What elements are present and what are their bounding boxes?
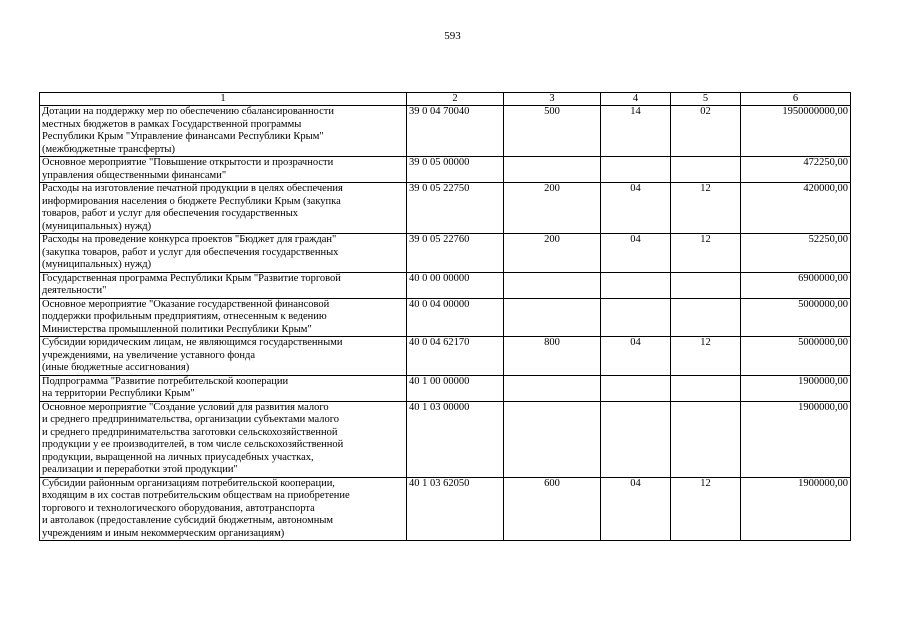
row-name-cell: Основное мероприятие "Создание условий для развития малого и среднего предпринимательства, организации субъектами малого и среднего предпринимательства заготовки сельскохозяйственной продукции у ее производителей, в том числе сельскохозяйственной продукции, выращенной на личных приусадебных участках, реализации и переработки этой продукции" — [40, 401, 407, 477]
row-name-cell: Расходы на проведение конкурса проектов "Бюджет для граждан" (закупка товаров, работ и услуг для обеспечения государственных (муниципальных) нужд) — [40, 234, 407, 273]
header-col-2: 2 — [407, 93, 504, 106]
row-subsection-cell — [671, 272, 741, 298]
row-code-cell: 40 1 03 00000 — [407, 401, 504, 477]
row-type-cell — [504, 401, 601, 477]
row-name-cell: Основное мероприятие "Повышение открытости и прозрачности управления общественными финансами" — [40, 157, 407, 183]
row-code-cell: 39 0 04 70040 — [407, 106, 504, 157]
row-code-cell: 40 1 00 00000 — [407, 375, 504, 401]
row-code-cell: 39 0 05 00000 — [407, 157, 504, 183]
table-row — [40, 337, 851, 376]
row-type-cell: 600 — [504, 477, 601, 541]
row-sum-cell: 1950000000,00 — [741, 106, 851, 157]
row-sum-cell: 6900000,00 — [741, 272, 851, 298]
row-name-cell: Государственная программа Республики Крым "Развитие торговой деятельности" — [40, 272, 407, 298]
row-subsection-cell — [671, 401, 741, 477]
row-code-cell: 40 0 04 00000 — [407, 298, 504, 337]
row-code-cell: 39 0 05 22750 — [407, 183, 504, 234]
table-row — [40, 477, 851, 541]
table-row — [40, 401, 851, 477]
row-subsection-cell: 12 — [671, 337, 741, 376]
row-name-cell: Субсидии юридическим лицам, не являющимся государственными учреждениями, на увеличение уставного фонда (иные бюджетные ассигнования) — [40, 337, 407, 376]
row-type-cell — [504, 298, 601, 337]
row-code-cell: 39 0 05 22760 — [407, 234, 504, 273]
table-row — [40, 272, 851, 298]
row-type-cell: 500 — [504, 106, 601, 157]
row-code-cell: 40 1 03 62050 — [407, 477, 504, 541]
row-subsection-cell: 12 — [671, 234, 741, 273]
row-subsection-cell: 02 — [671, 106, 741, 157]
row-sum-cell: 5000000,00 — [741, 298, 851, 337]
row-name-cell: Субсидии районным организациям потребительской кооперации, входящим в их состав потребительским обществам на приобретение торгового и технологического оборудования, автотранспорта и автолавок (предоставление субсидий бюджетным, автономным учреждениям и иным некоммерческим организациям) — [40, 477, 407, 541]
row-name-cell: Расходы на изготовление печатной продукции в целях обеспечения информирования населения о бюджете Республики Крым (закупка товаров, работ и услуг для обеспечения государственных (муниципальных) нужд) — [40, 183, 407, 234]
table-row — [40, 106, 851, 157]
row-name-cell: Подпрограмма "Развитие потребительской кооперации на территории Республики Крым" — [40, 375, 407, 401]
table-row — [40, 298, 851, 337]
row-code-cell: 40 0 00 00000 — [407, 272, 504, 298]
row-type-cell: 800 — [504, 337, 601, 376]
row-subsection-cell — [671, 298, 741, 337]
header-row — [40, 93, 851, 106]
row-sum-cell: 1900000,00 — [741, 477, 851, 541]
header-col-3: 3 — [504, 93, 601, 106]
row-section-cell: 14 — [601, 106, 671, 157]
row-type-cell: 200 — [504, 234, 601, 273]
table-row — [40, 375, 851, 401]
row-type-cell — [504, 157, 601, 183]
row-section-cell: 04 — [601, 183, 671, 234]
row-section-cell — [601, 375, 671, 401]
row-sum-cell: 1900000,00 — [741, 375, 851, 401]
row-type-cell: 200 — [504, 183, 601, 234]
page-number: 593 — [444, 30, 461, 42]
row-sum-cell: 5000000,00 — [741, 337, 851, 376]
row-section-cell: 04 — [601, 234, 671, 273]
budget-table — [39, 92, 851, 541]
row-sum-cell: 52250,00 — [741, 234, 851, 273]
header-col-5: 5 — [671, 93, 741, 106]
row-name-cell: Основное мероприятие "Оказание государственной финансовой поддержки профильным предприятиям, отнесенным к ведению Министерства промышленной политики Республики Крым" — [40, 298, 407, 337]
table-row — [40, 183, 851, 234]
row-section-cell: 04 — [601, 337, 671, 376]
row-section-cell — [601, 272, 671, 298]
row-subsection-cell: 12 — [671, 183, 741, 234]
row-section-cell — [601, 401, 671, 477]
header-col-4: 4 — [601, 93, 671, 106]
row-sum-cell: 1900000,00 — [741, 401, 851, 477]
row-section-cell — [601, 298, 671, 337]
table-row — [40, 234, 851, 273]
row-sum-cell: 472250,00 — [741, 157, 851, 183]
header-col-1: 1 — [40, 93, 407, 106]
table-row — [40, 157, 851, 183]
row-subsection-cell: 12 — [671, 477, 741, 541]
row-section-cell — [601, 157, 671, 183]
row-section-cell: 04 — [601, 477, 671, 541]
row-sum-cell: 420000,00 — [741, 183, 851, 234]
row-subsection-cell — [671, 157, 741, 183]
row-type-cell — [504, 272, 601, 298]
header-col-6: 6 — [741, 93, 851, 106]
row-name-cell: Дотации на поддержку мер по обеспечению сбалансированности местных бюджетов в рамках Государственной программы Республики Крым "Управление финансами Республики Крым" (межбюджетные трансферты) — [40, 106, 407, 157]
row-subsection-cell — [671, 375, 741, 401]
row-type-cell — [504, 375, 601, 401]
row-code-cell: 40 0 04 62170 — [407, 337, 504, 376]
